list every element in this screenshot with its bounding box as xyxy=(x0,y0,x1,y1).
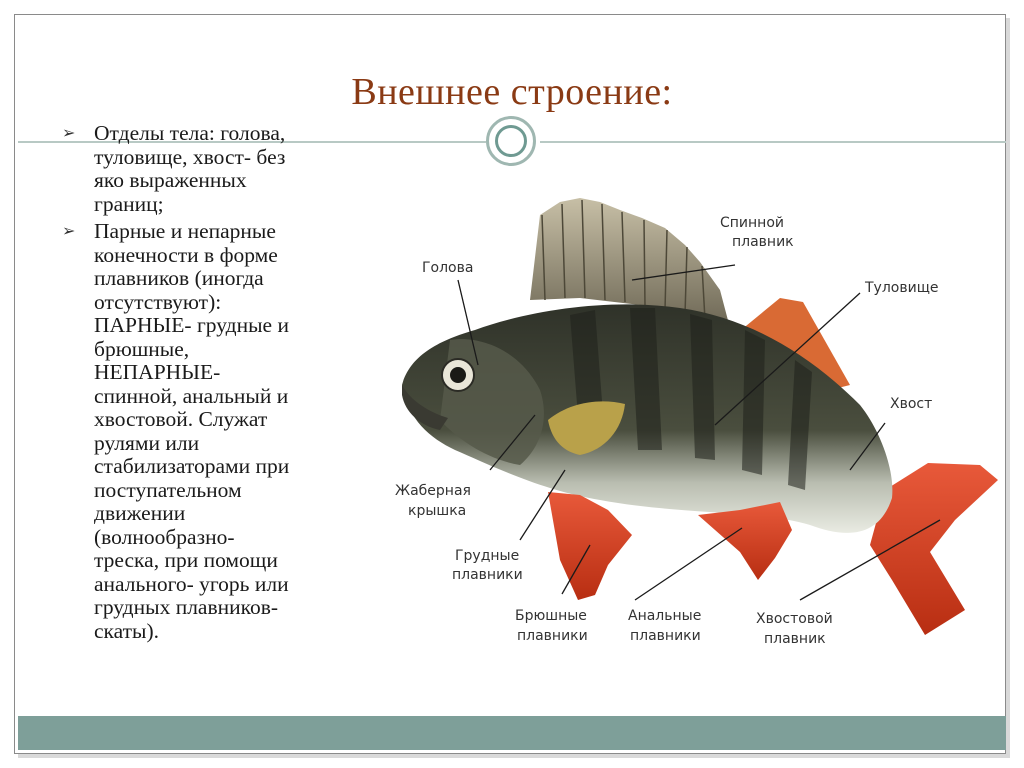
bullet-line: анального- угорь или xyxy=(94,571,289,596)
label-anal-line1: Анальные xyxy=(628,608,702,624)
bullet-line: туловище, хвост- без xyxy=(94,144,286,169)
bullet-line: конечности в форме xyxy=(94,242,278,267)
fish-anatomy-diagram xyxy=(380,180,1008,650)
bullet-line: движении xyxy=(94,501,186,525)
bullet-line: Отделы тела: голова, xyxy=(94,121,286,145)
bullet-line: скаты). xyxy=(94,618,160,643)
bullet-line: спинной, анальный и xyxy=(94,383,289,408)
bullet-line: поступательном xyxy=(94,477,242,502)
bullet-line: грудных плавников- xyxy=(94,595,279,619)
bullet-line: отсутствуют): xyxy=(94,289,222,314)
divider-ring-inner-icon xyxy=(495,125,527,157)
bullet-arrow-icon: ➢ xyxy=(62,223,76,240)
bullet-arrow-icon: ➢ xyxy=(62,125,76,142)
bullet-line: (волнообразно- xyxy=(94,524,235,549)
bullet-item xyxy=(62,122,362,216)
slide-title: Внешнее строение: xyxy=(351,71,673,113)
label-tail: Хвост xyxy=(890,396,933,412)
bullet-item xyxy=(62,220,362,643)
label-trunk: Туловище xyxy=(865,280,939,296)
label-pelvic-line1: Брюшные xyxy=(515,608,587,624)
label-pelvic-line2: плавники xyxy=(517,628,588,644)
label-head: Голова xyxy=(422,260,474,276)
label-caudal-line2: плавник xyxy=(764,631,826,647)
label-anal-line2: плавники xyxy=(630,628,701,644)
footer-bar xyxy=(18,716,1006,750)
label-gill-line1: Жаберная xyxy=(395,483,471,499)
label-gill-line2: крышка xyxy=(408,503,467,519)
fish-pupil xyxy=(450,367,466,383)
label-caudal-line1: Хвостовой xyxy=(756,611,833,627)
bullet-list xyxy=(62,122,362,647)
bullet-line: плавников (иногда xyxy=(94,266,264,290)
bullet-line: брюшные, xyxy=(94,336,190,361)
label-dorsal-line1: Спинной xyxy=(720,215,784,231)
bullet-line: яко выраженных xyxy=(94,168,247,192)
bullet-line: стабилизаторами при xyxy=(94,454,290,478)
bullet-line: рулями или xyxy=(94,430,200,455)
label-dorsal-line2: плавник xyxy=(732,234,794,250)
bullet-line: границ; xyxy=(94,191,164,216)
bullet-line: ПАРНЫЕ- грудные и xyxy=(94,313,289,337)
bullet-line: хвостовой. Служат xyxy=(94,407,268,431)
bullet-line: треска, при помощи xyxy=(94,548,278,572)
label-pectoral-line2: плавники xyxy=(452,567,523,583)
title-divider-right xyxy=(540,141,1006,143)
bullet-line: НЕПАРНЫЕ- xyxy=(94,360,221,384)
anal-fin xyxy=(698,502,792,580)
label-pectoral-line1: Грудные xyxy=(455,548,520,564)
bullet-line: Парные и непарные xyxy=(94,219,276,243)
